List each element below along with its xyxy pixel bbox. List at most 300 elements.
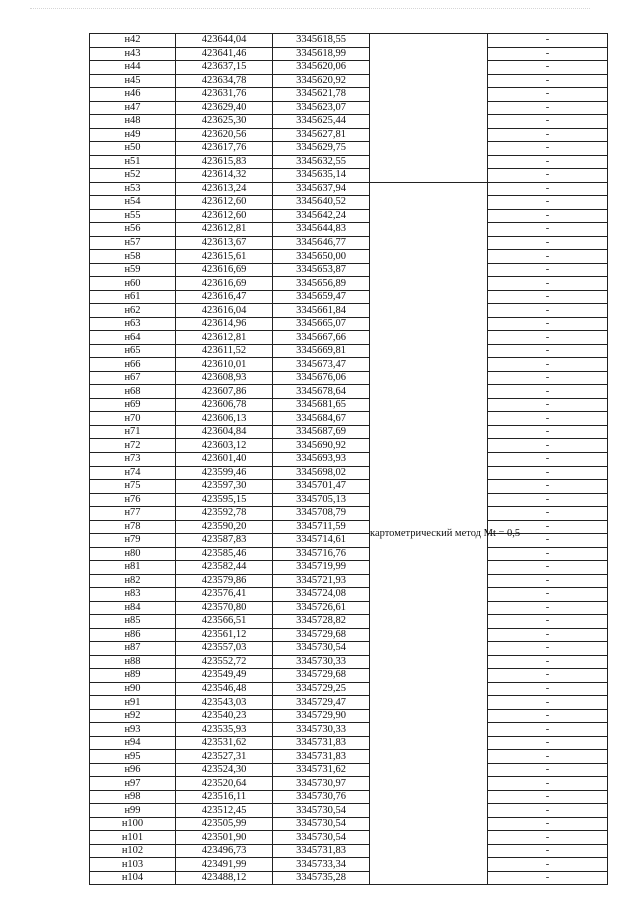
y-coordinate-cell: 3345705,13 <box>273 493 370 507</box>
point-name-cell: н78 <box>90 520 176 534</box>
y-coordinate-cell: 3345724,08 <box>273 588 370 602</box>
extra-value-cell: - <box>488 628 608 642</box>
table-row <box>90 385 608 399</box>
extra-value-cell: - <box>488 358 608 372</box>
extra-value-cell: - <box>488 669 608 683</box>
extra-value-cell: - <box>488 88 608 102</box>
y-coordinate-cell: 3345661,84 <box>273 304 370 318</box>
table-row <box>90 804 608 818</box>
extra-value-cell: - <box>488 817 608 831</box>
y-coordinate-cell: 3345640,52 <box>273 196 370 210</box>
table-row <box>90 182 608 196</box>
extra-value-cell: - <box>488 480 608 494</box>
extra-value-cell: - <box>488 250 608 264</box>
table-row <box>90 480 608 494</box>
point-name-cell: н46 <box>90 88 176 102</box>
x-coordinate-cell: 423625,30 <box>176 115 273 129</box>
x-coordinate-cell: 423612,81 <box>176 223 273 237</box>
table-row <box>90 588 608 602</box>
coordinates-table-body <box>90 34 608 885</box>
table-row <box>90 628 608 642</box>
point-name-cell: н44 <box>90 61 176 75</box>
x-coordinate-cell: 423505,99 <box>176 817 273 831</box>
point-name-cell: н54 <box>90 196 176 210</box>
y-coordinate-cell: 3345625,44 <box>273 115 370 129</box>
x-coordinate-cell: 423599,46 <box>176 466 273 480</box>
point-name-cell: н95 <box>90 750 176 764</box>
y-coordinate-cell: 3345729,68 <box>273 669 370 683</box>
table-row <box>90 425 608 439</box>
x-coordinate-cell: 423590,20 <box>176 520 273 534</box>
y-coordinate-cell: 3345632,55 <box>273 155 370 169</box>
y-coordinate-cell: 3345642,24 <box>273 209 370 223</box>
point-name-cell: н43 <box>90 47 176 61</box>
extra-value-cell: - <box>488 290 608 304</box>
y-coordinate-cell: 3345730,33 <box>273 723 370 737</box>
y-coordinate-cell: 3345728,82 <box>273 615 370 629</box>
y-coordinate-cell: 3345665,07 <box>273 317 370 331</box>
table-row <box>90 547 608 561</box>
point-name-cell: н68 <box>90 385 176 399</box>
point-name-cell: н45 <box>90 74 176 88</box>
extra-value-cell: - <box>488 615 608 629</box>
point-name-cell: н67 <box>90 371 176 385</box>
table-row <box>90 317 608 331</box>
y-coordinate-cell: 3345735,28 <box>273 871 370 885</box>
y-coordinate-cell: 3345623,07 <box>273 101 370 115</box>
y-coordinate-cell: 3345667,66 <box>273 331 370 345</box>
point-name-cell: н72 <box>90 439 176 453</box>
point-name-cell: н48 <box>90 115 176 129</box>
point-name-cell: н101 <box>90 831 176 845</box>
point-name-cell: н104 <box>90 871 176 885</box>
point-name-cell: н89 <box>90 669 176 683</box>
extra-value-cell: - <box>488 263 608 277</box>
table-row <box>90 236 608 250</box>
x-coordinate-cell: 423604,84 <box>176 425 273 439</box>
x-coordinate-cell: 423516,11 <box>176 790 273 804</box>
x-coordinate-cell: 423520,64 <box>176 777 273 791</box>
y-coordinate-cell: 3345621,78 <box>273 88 370 102</box>
y-coordinate-cell: 3345731,83 <box>273 750 370 764</box>
table-row <box>90 358 608 372</box>
table-row <box>90 250 608 264</box>
x-coordinate-cell: 423612,60 <box>176 196 273 210</box>
extra-value-cell: - <box>488 642 608 656</box>
extra-value-cell: - <box>488 709 608 723</box>
extra-value-cell: - <box>488 655 608 669</box>
extra-value-cell: - <box>488 74 608 88</box>
x-coordinate-cell: 423616,47 <box>176 290 273 304</box>
x-coordinate-cell: 423579,86 <box>176 574 273 588</box>
extra-value-cell: - <box>488 804 608 818</box>
point-name-cell: н49 <box>90 128 176 142</box>
table-row <box>90 493 608 507</box>
point-name-cell: н77 <box>90 507 176 521</box>
extra-value-cell: - <box>488 547 608 561</box>
extra-value-cell: - <box>488 723 608 737</box>
y-coordinate-cell: 3345693,93 <box>273 452 370 466</box>
table-row <box>90 209 608 223</box>
point-name-cell: н50 <box>90 142 176 156</box>
table-row <box>90 858 608 872</box>
table-row <box>90 34 608 48</box>
table-row <box>90 655 608 669</box>
x-coordinate-cell: 423491,99 <box>176 858 273 872</box>
x-coordinate-cell: 423620,56 <box>176 128 273 142</box>
point-name-cell: н63 <box>90 317 176 331</box>
table-row <box>90 88 608 102</box>
extra-value-cell: - <box>488 331 608 345</box>
y-coordinate-cell: 3345684,67 <box>273 412 370 426</box>
y-coordinate-cell: 3345711,59 <box>273 520 370 534</box>
point-name-cell: н66 <box>90 358 176 372</box>
point-name-cell: н80 <box>90 547 176 561</box>
extra-value-cell: - <box>488 601 608 615</box>
extra-value-cell: - <box>488 871 608 885</box>
y-coordinate-cell: 3345620,92 <box>273 74 370 88</box>
x-coordinate-cell: 423612,60 <box>176 209 273 223</box>
table-row <box>90 561 608 575</box>
point-name-cell: н56 <box>90 223 176 237</box>
extra-value-cell: - <box>488 61 608 75</box>
table-row <box>90 723 608 737</box>
point-name-cell: н85 <box>90 615 176 629</box>
y-coordinate-cell: 3345729,25 <box>273 682 370 696</box>
extra-value-cell: - <box>488 398 608 412</box>
point-name-cell: н96 <box>90 763 176 777</box>
point-name-cell: н86 <box>90 628 176 642</box>
y-coordinate-cell: 3345729,90 <box>273 709 370 723</box>
point-name-cell: н94 <box>90 736 176 750</box>
x-coordinate-cell: 423488,12 <box>176 871 273 885</box>
extra-value-cell: - <box>488 47 608 61</box>
extra-value-cell: - <box>488 236 608 250</box>
y-coordinate-cell: 3345721,93 <box>273 574 370 588</box>
table-row <box>90 777 608 791</box>
extra-value-cell: - <box>488 520 608 534</box>
extra-value-cell: - <box>488 493 608 507</box>
y-coordinate-cell: 3345730,54 <box>273 817 370 831</box>
extra-value-cell: - <box>488 412 608 426</box>
x-coordinate-cell: 423587,83 <box>176 534 273 548</box>
table-row <box>90 344 608 358</box>
table-row <box>90 574 608 588</box>
x-coordinate-cell: 423617,76 <box>176 142 273 156</box>
x-coordinate-cell: 423637,15 <box>176 61 273 75</box>
x-coordinate-cell: 423613,24 <box>176 182 273 196</box>
extra-value-cell: - <box>488 507 608 521</box>
x-coordinate-cell: 423616,04 <box>176 304 273 318</box>
extra-value-cell: - <box>488 790 608 804</box>
table-row <box>90 817 608 831</box>
extra-value-cell: - <box>488 574 608 588</box>
extra-value-cell: - <box>488 385 608 399</box>
extra-value-cell: - <box>488 844 608 858</box>
table-row <box>90 263 608 277</box>
extra-value-cell: - <box>488 371 608 385</box>
table-row <box>90 155 608 169</box>
point-name-cell: н88 <box>90 655 176 669</box>
y-coordinate-cell: 3345730,76 <box>273 790 370 804</box>
table-row <box>90 709 608 723</box>
y-coordinate-cell: 3345731,83 <box>273 736 370 750</box>
y-coordinate-cell: 3345719,99 <box>273 561 370 575</box>
table-row <box>90 507 608 521</box>
y-coordinate-cell: 3345635,14 <box>273 169 370 183</box>
table-row <box>90 47 608 61</box>
point-name-cell: н100 <box>90 817 176 831</box>
table-row <box>90 466 608 480</box>
x-coordinate-cell: 423549,49 <box>176 669 273 683</box>
table-row <box>90 101 608 115</box>
table-row <box>90 169 608 183</box>
point-name-cell: н103 <box>90 858 176 872</box>
y-coordinate-cell: 3345729,68 <box>273 628 370 642</box>
table-row <box>90 601 608 615</box>
point-name-cell: н62 <box>90 304 176 318</box>
x-coordinate-cell: 423615,61 <box>176 250 273 264</box>
point-name-cell: н75 <box>90 480 176 494</box>
table-row <box>90 115 608 129</box>
y-coordinate-cell: 3345676,06 <box>273 371 370 385</box>
table-row <box>90 74 608 88</box>
extra-value-cell: - <box>488 588 608 602</box>
y-coordinate-cell: 3345644,83 <box>273 223 370 237</box>
point-name-cell: н70 <box>90 412 176 426</box>
extra-value-cell: - <box>488 209 608 223</box>
x-coordinate-cell: 423527,31 <box>176 750 273 764</box>
y-coordinate-cell: 3345731,62 <box>273 763 370 777</box>
point-name-cell: н64 <box>90 331 176 345</box>
extra-value-cell: - <box>488 858 608 872</box>
extra-value-cell: - <box>488 115 608 129</box>
x-coordinate-cell: 423543,03 <box>176 696 273 710</box>
y-coordinate-cell: 3345726,61 <box>273 601 370 615</box>
y-coordinate-cell: 3345673,47 <box>273 358 370 372</box>
point-name-cell: н74 <box>90 466 176 480</box>
point-name-cell: н69 <box>90 398 176 412</box>
point-name-cell: н102 <box>90 844 176 858</box>
point-name-cell: н81 <box>90 561 176 575</box>
x-coordinate-cell: 423546,48 <box>176 682 273 696</box>
y-coordinate-cell: 3345690,92 <box>273 439 370 453</box>
point-name-cell: н79 <box>90 534 176 548</box>
x-coordinate-cell: 423606,13 <box>176 412 273 426</box>
x-coordinate-cell: 423566,51 <box>176 615 273 629</box>
table-row <box>90 128 608 142</box>
table-row <box>90 534 608 548</box>
extra-value-cell: - <box>488 425 608 439</box>
point-name-cell: н98 <box>90 790 176 804</box>
table-row <box>90 371 608 385</box>
table-row <box>90 331 608 345</box>
y-coordinate-cell: 3345618,55 <box>273 34 370 48</box>
extra-value-cell: - <box>488 155 608 169</box>
point-name-cell: н47 <box>90 101 176 115</box>
point-name-cell: н61 <box>90 290 176 304</box>
y-coordinate-cell: 3345656,89 <box>273 277 370 291</box>
extra-value-cell: - <box>488 696 608 710</box>
x-coordinate-cell: 423595,15 <box>176 493 273 507</box>
x-coordinate-cell: 423641,46 <box>176 47 273 61</box>
extra-value-cell: - <box>488 452 608 466</box>
x-coordinate-cell: 423608,93 <box>176 371 273 385</box>
x-coordinate-cell: 423557,03 <box>176 642 273 656</box>
method-cell: картометрический метод Mt = 0,5 <box>370 182 488 885</box>
y-coordinate-cell: 3345678,64 <box>273 385 370 399</box>
y-coordinate-cell: 3345627,81 <box>273 128 370 142</box>
extra-value-cell: - <box>488 142 608 156</box>
x-coordinate-cell: 423603,12 <box>176 439 273 453</box>
x-coordinate-cell: 423612,81 <box>176 331 273 345</box>
point-name-cell: н57 <box>90 236 176 250</box>
table-row <box>90 223 608 237</box>
extra-value-cell: - <box>488 304 608 318</box>
x-coordinate-cell: 423597,30 <box>176 480 273 494</box>
extra-value-cell: - <box>488 561 608 575</box>
x-coordinate-cell: 423634,78 <box>176 74 273 88</box>
table-row <box>90 290 608 304</box>
extra-value-cell: - <box>488 223 608 237</box>
table-row <box>90 615 608 629</box>
extra-value-cell: - <box>488 439 608 453</box>
table-row <box>90 763 608 777</box>
extra-value-cell: - <box>488 466 608 480</box>
y-coordinate-cell: 3345629,75 <box>273 142 370 156</box>
y-coordinate-cell: 3345730,54 <box>273 804 370 818</box>
x-coordinate-cell: 423552,72 <box>176 655 273 669</box>
y-coordinate-cell: 3345730,33 <box>273 655 370 669</box>
x-coordinate-cell: 423616,69 <box>176 263 273 277</box>
table-row <box>90 831 608 845</box>
extra-value-cell: - <box>488 831 608 845</box>
y-coordinate-cell: 3345620,06 <box>273 61 370 75</box>
y-coordinate-cell: 3345708,79 <box>273 507 370 521</box>
point-name-cell: н76 <box>90 493 176 507</box>
extra-value-cell: - <box>488 34 608 48</box>
point-name-cell: н93 <box>90 723 176 737</box>
point-name-cell: н83 <box>90 588 176 602</box>
x-coordinate-cell: 423592,78 <box>176 507 273 521</box>
y-coordinate-cell: 3345716,76 <box>273 547 370 561</box>
y-coordinate-cell: 3345714,61 <box>273 534 370 548</box>
extra-value-cell: - <box>488 736 608 750</box>
y-coordinate-cell: 3345650,00 <box>273 250 370 264</box>
y-coordinate-cell: 3345730,54 <box>273 831 370 845</box>
x-coordinate-cell: 423629,40 <box>176 101 273 115</box>
x-coordinate-cell: 423614,32 <box>176 169 273 183</box>
point-name-cell: н99 <box>90 804 176 818</box>
table-row <box>90 669 608 683</box>
point-name-cell: н71 <box>90 425 176 439</box>
x-coordinate-cell: 423615,83 <box>176 155 273 169</box>
extra-value-cell: - <box>488 196 608 210</box>
coordinates-table <box>89 33 608 885</box>
x-coordinate-cell: 423606,78 <box>176 398 273 412</box>
extra-value-cell: - <box>488 128 608 142</box>
y-coordinate-cell: 3345646,77 <box>273 236 370 250</box>
point-name-cell: н87 <box>90 642 176 656</box>
point-name-cell: н55 <box>90 209 176 223</box>
y-coordinate-cell: 3345733,34 <box>273 858 370 872</box>
y-coordinate-cell: 3345669,81 <box>273 344 370 358</box>
point-name-cell: н91 <box>90 696 176 710</box>
x-coordinate-cell: 423496,73 <box>176 844 273 858</box>
y-coordinate-cell: 3345731,83 <box>273 844 370 858</box>
x-coordinate-cell: 423613,67 <box>176 236 273 250</box>
x-coordinate-cell: 423531,62 <box>176 736 273 750</box>
table-row <box>90 61 608 75</box>
y-coordinate-cell: 3345681,65 <box>273 398 370 412</box>
extra-value-cell: - <box>488 682 608 696</box>
extra-value-cell: - <box>488 534 608 548</box>
table-row <box>90 412 608 426</box>
point-name-cell: н59 <box>90 263 176 277</box>
table-row <box>90 696 608 710</box>
table-row <box>90 196 608 210</box>
y-coordinate-cell: 3345653,87 <box>273 263 370 277</box>
point-name-cell: н52 <box>90 169 176 183</box>
method-cell <box>370 34 488 183</box>
x-coordinate-cell: 423631,76 <box>176 88 273 102</box>
scan-artifact-line <box>30 8 590 11</box>
point-name-cell: н92 <box>90 709 176 723</box>
y-coordinate-cell: 3345687,69 <box>273 425 370 439</box>
table-row <box>90 682 608 696</box>
point-name-cell: н60 <box>90 277 176 291</box>
point-name-cell: н84 <box>90 601 176 615</box>
extra-value-cell: - <box>488 277 608 291</box>
x-coordinate-cell: 423614,96 <box>176 317 273 331</box>
y-coordinate-cell: 3345729,47 <box>273 696 370 710</box>
table-row <box>90 520 608 534</box>
x-coordinate-cell: 423524,30 <box>176 763 273 777</box>
x-coordinate-cell: 423501,90 <box>176 831 273 845</box>
table-row <box>90 844 608 858</box>
x-coordinate-cell: 423540,23 <box>176 709 273 723</box>
table-row <box>90 304 608 318</box>
y-coordinate-cell: 3345698,02 <box>273 466 370 480</box>
point-name-cell: н51 <box>90 155 176 169</box>
table-row <box>90 642 608 656</box>
extra-value-cell: - <box>488 750 608 764</box>
table-row <box>90 439 608 453</box>
y-coordinate-cell: 3345730,54 <box>273 642 370 656</box>
y-coordinate-cell: 3345730,97 <box>273 777 370 791</box>
table-row <box>90 142 608 156</box>
point-name-cell: н58 <box>90 250 176 264</box>
table-row <box>90 790 608 804</box>
point-name-cell: н42 <box>90 34 176 48</box>
table-row <box>90 750 608 764</box>
y-coordinate-cell: 3345701,47 <box>273 480 370 494</box>
table-row <box>90 398 608 412</box>
point-name-cell: н90 <box>90 682 176 696</box>
x-coordinate-cell: 423644,04 <box>176 34 273 48</box>
extra-value-cell: - <box>488 101 608 115</box>
x-coordinate-cell: 423512,45 <box>176 804 273 818</box>
y-coordinate-cell: 3345637,94 <box>273 182 370 196</box>
x-coordinate-cell: 423611,52 <box>176 344 273 358</box>
x-coordinate-cell: 423601,40 <box>176 452 273 466</box>
point-name-cell: н65 <box>90 344 176 358</box>
extra-value-cell: - <box>488 763 608 777</box>
extra-value-cell: - <box>488 169 608 183</box>
point-name-cell: н53 <box>90 182 176 196</box>
extra-value-cell: - <box>488 317 608 331</box>
table-row <box>90 277 608 291</box>
